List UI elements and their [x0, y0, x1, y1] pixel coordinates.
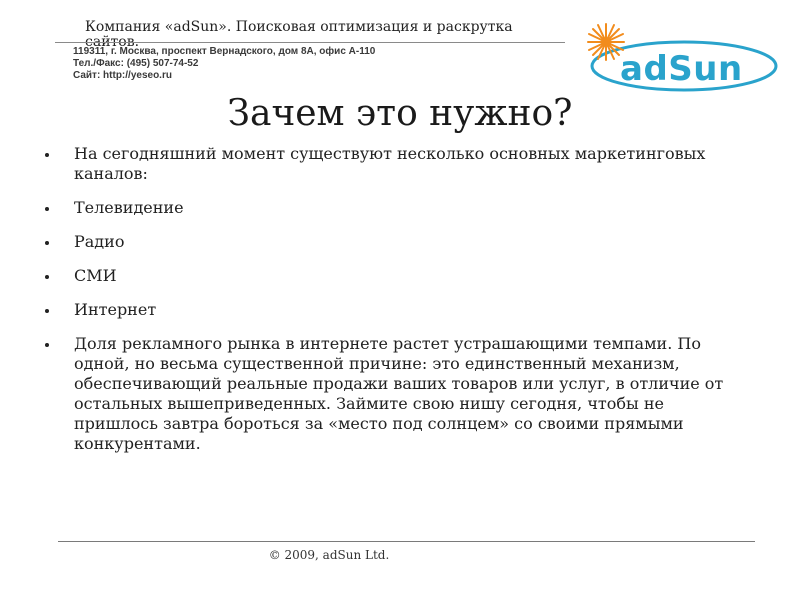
bullet-dot [45, 343, 49, 347]
bullet-item [45, 300, 745, 320]
bullet-text: На сегодняшний момент существуют несколько основных маркетинговых каналов: [74, 144, 706, 183]
bullet-text: Интернет [74, 300, 157, 319]
bullet-list [45, 144, 745, 468]
bullet-item [45, 266, 745, 286]
copyright-text: © 2009, adSun Ltd. [268, 548, 390, 562]
logo-text: adSun [620, 49, 743, 89]
sun-core [601, 37, 611, 47]
adsun-logo [578, 20, 778, 95]
header-divider [55, 42, 565, 43]
bullet-dot [45, 275, 49, 279]
bullet-dot [45, 309, 49, 313]
bullet-dot [45, 207, 49, 211]
footer-divider [58, 541, 755, 542]
bullet-item [45, 198, 745, 218]
bullet-dot [45, 153, 49, 157]
contact-phone: Тел./Факс: (495) 507-74-52 [73, 58, 199, 69]
bullet-text: Радио [74, 232, 125, 251]
company-title: Компания «adSun». Поисковая оптимизация и раскрутка сайтов. [85, 19, 513, 50]
page-title: Зачем это нужно? [227, 93, 573, 134]
contact-site: Сайт: http://yeseo.ru [73, 70, 172, 81]
contact-address: 119311, г. Москва, проспект Вернадского, дом 8А, офис А-110 [73, 46, 376, 57]
bullet-item [45, 144, 745, 184]
bullet-text: Доля рекламного рынка в интернете растет устрашающими темпами. По одной, но весьма существенной причине: это единственный механизм, обеспечивающий реальные продажи ваших товаров или услуг, в отличие от остальных вышеприведенных. Займите свою нишу сегодня, чтобы не пришлось завтра бороться за «место под солнцем» со своими прямыми конкурентами. [74, 334, 724, 453]
contact-block [73, 46, 553, 82]
bullet-item [45, 232, 745, 252]
bullet-dot [45, 241, 49, 245]
bullet-text: Телевидение [74, 198, 184, 217]
bullet-text: СМИ [74, 266, 117, 285]
bullet-item [45, 334, 745, 454]
